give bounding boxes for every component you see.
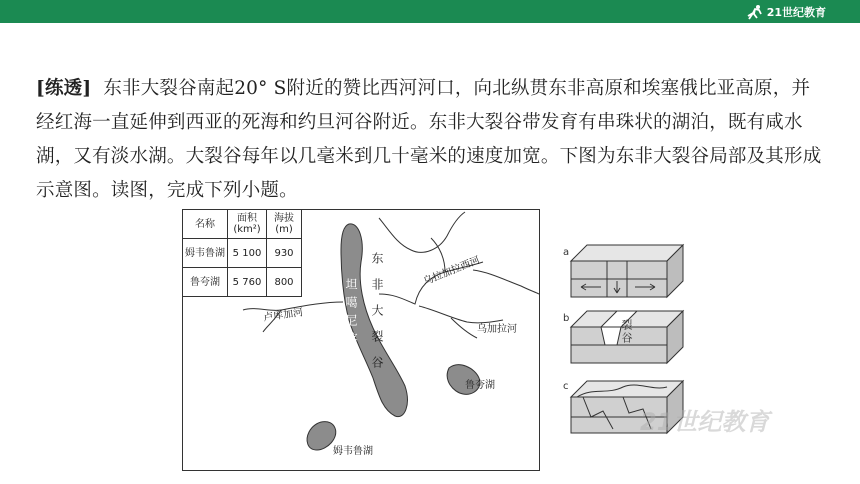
brand-logo	[746, 2, 826, 21]
label-tanganyika: 坦噶尼喀湖	[344, 278, 358, 368]
brand-name: 21世纪教育	[766, 5, 826, 19]
header-area: 面积(km²)	[228, 210, 267, 239]
row2-area: 5 760	[228, 268, 267, 297]
border-line	[473, 270, 539, 294]
row1-name: 姆韦鲁湖	[183, 239, 228, 268]
label-mweru: 姆韦鲁湖	[333, 446, 373, 457]
watermark: 21世纪教育	[640, 408, 770, 436]
rift-valley-map	[182, 209, 540, 471]
row1-area: 5 100	[228, 239, 267, 268]
diagram-label-a: a	[563, 247, 570, 258]
row1-altitude: 930	[267, 239, 302, 268]
question-text	[36, 72, 826, 208]
lake-mweru-shape	[307, 422, 336, 450]
row2-name: 鲁夸湖	[183, 268, 228, 297]
label-rukwa: 鲁夸湖	[465, 380, 495, 391]
river-north	[379, 212, 465, 252]
block-a	[571, 245, 683, 297]
question-tag: [练透]	[36, 78, 92, 99]
diagram-label-b: b	[563, 313, 570, 324]
label-lukuga: 卢库加河	[262, 307, 304, 324]
top-bar	[0, 0, 860, 23]
label-ugalla-west: 乌拉加拉西河	[421, 255, 482, 288]
header-name: 名称	[183, 210, 228, 239]
header-altitude: 海拔(m)	[267, 210, 302, 239]
lake-table	[183, 210, 302, 297]
runner-icon	[746, 4, 764, 20]
row2-altitude: 800	[267, 268, 302, 297]
label-rift: 东非大裂谷	[370, 252, 384, 382]
diagram-label-c: c	[563, 381, 569, 392]
label-ugalla: 乌加拉河	[477, 324, 517, 335]
diagram-rift-label: 裂谷	[620, 319, 633, 345]
question-body: 东非大裂谷南起20° S附近的赞比西河河口，向北纵贯东非高原和埃塞俄比亚高原，并经红海一直延伸到西亚的死海和约旦河谷附近。东非大裂谷带发育有串珠状的湖泊，既有咸水湖，又有淡水湖。大裂谷每年以几毫米到几十毫米的速度加宽。下图为东非大裂谷局部及其形成示意图。读图，完成下列小题。	[36, 78, 822, 201]
